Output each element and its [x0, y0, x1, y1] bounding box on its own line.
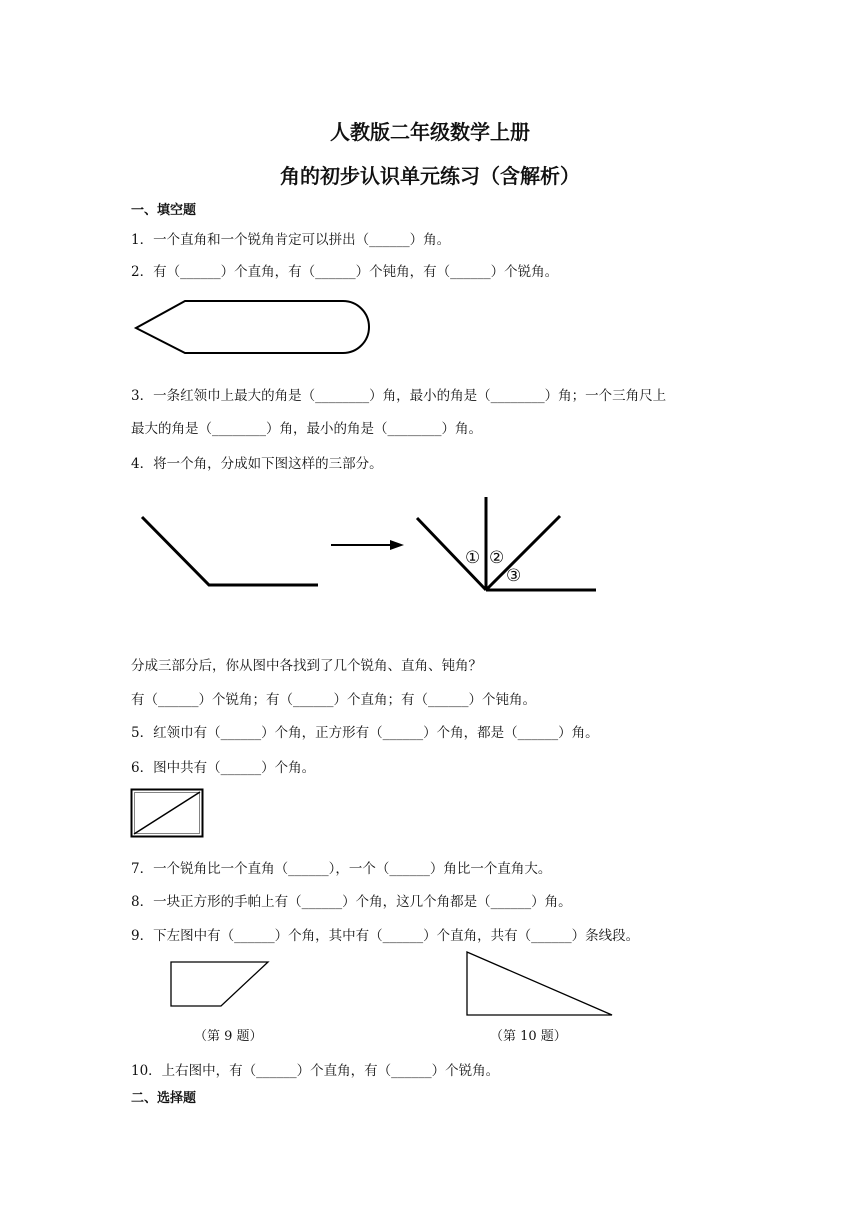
angle-label-2: ② — [489, 548, 505, 568]
question-9: 9．下左图中有（______）个角，其中有（______）个直角，共有（______）条线段。 — [131, 928, 640, 944]
question-1: 1．一个直角和一个锐角肯定可以拼出（______）角。 — [131, 232, 451, 248]
arrow-icon — [330, 537, 406, 553]
q4-divided-angle — [412, 494, 598, 594]
q10-triangle-figure — [465, 950, 615, 1018]
question-4-answer: 有（______）个锐角；有（______）个直角；有（______）个钝角。 — [131, 692, 536, 708]
question-2: 2．有（______）个直角，有（______）个钝角，有（______）个锐角。 — [131, 264, 559, 280]
q2-figure-shape — [130, 296, 380, 360]
q9-trapezoid-figure — [168, 959, 272, 1009]
q6-rectangle-figure — [130, 788, 204, 838]
question-5: 5．红领巾有（______）个角，正方形有（______）个角，都是（______）角。 — [131, 725, 599, 741]
question-6: 6．图中共有（______）个角。 — [131, 760, 316, 776]
section-multiple-choice: 二、选择题 — [131, 1091, 197, 1106]
question-4: 4．将一个角，分成如下图这样的三部分。 — [131, 456, 383, 472]
caption-q10: （第 10 题） — [490, 1029, 567, 1044]
q4-obtuse-angle — [138, 513, 320, 589]
doc-title: 人教版二年级数学上册 — [330, 120, 530, 144]
angle-label-3: ③ — [506, 566, 522, 586]
section-fill-blank: 一、填空题 — [131, 203, 197, 218]
question-3-line2: 最大的角是（________）角，最小的角是（________）角。 — [131, 421, 482, 437]
question-7: 7．一个锐角比一个直角（______），一个（______）角比一个直角大。 — [131, 861, 552, 877]
question-10: 10．上右图中，有（______）个直角，有（______）个锐角。 — [131, 1063, 500, 1079]
question-3-line1: 3．一条红领巾上最大的角是（________）角，最小的角是（________）角；一个三角尺上 — [131, 388, 667, 404]
caption-q9: （第 9 题） — [194, 1029, 263, 1044]
question-8: 8．一块正方形的手帕上有（______）个角，这几个角都是（______）角。 — [131, 894, 572, 910]
doc-subtitle: 角的初步认识单元练习（含解析） — [280, 164, 580, 188]
angle-label-1: ① — [465, 548, 481, 568]
question-4-prompt: 分成三部分后，你从图中各找到了几个锐角、直角、钝角？ — [131, 658, 482, 674]
